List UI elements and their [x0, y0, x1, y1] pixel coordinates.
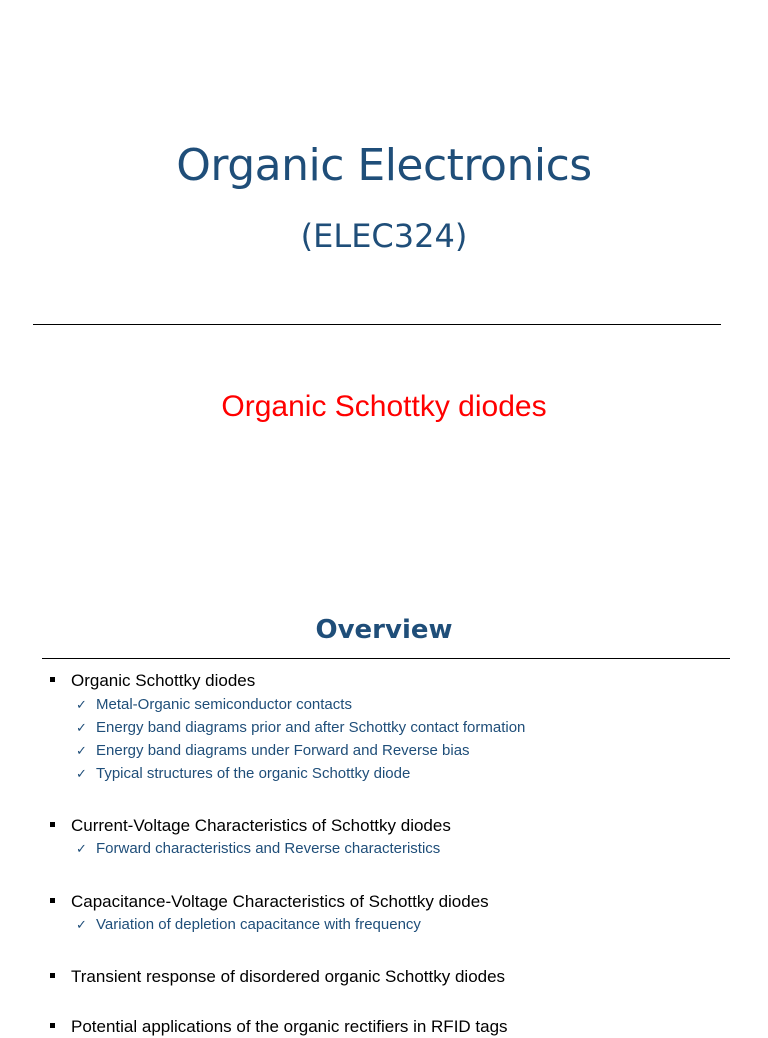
sub-item-label: Forward characteristics and Reverse characteristics	[96, 840, 441, 857]
sub-item	[76, 839, 440, 860]
sub-item	[76, 741, 470, 762]
sub-item-label: Energy band diagrams under Forward and Reverse bias	[96, 742, 470, 759]
list-item-label: Potential applications of the organic rectifiers in RFID tags	[71, 1017, 508, 1036]
overview-heading: Overview	[315, 615, 453, 645]
list-item-label: Transient response of disordered organic Schottky diodes	[71, 967, 506, 986]
checkmark-icon: ✓	[76, 744, 87, 759]
list-item	[50, 891, 489, 913]
checkmark-icon: ✓	[76, 842, 87, 857]
list-item	[50, 1016, 508, 1038]
sub-item-label: Variation of depletion capacitance with frequency	[96, 916, 421, 933]
sub-item	[76, 915, 421, 936]
bullet-icon	[50, 973, 55, 978]
sub-item	[76, 764, 410, 785]
slide-subtitle: Organic Schottky diodes	[221, 390, 547, 423]
sub-item-label: Metal-Organic semiconductor contacts	[96, 696, 352, 713]
list-item	[50, 815, 451, 837]
checkmark-icon: ✓	[76, 918, 87, 933]
bullet-icon	[50, 677, 55, 682]
checkmark-icon: ✓	[76, 698, 87, 713]
course-code: (ELEC324)	[300, 217, 468, 255]
sub-item-label: Typical structures of the organic Schottky diode	[96, 765, 411, 782]
list-item-label: Capacitance-Voltage Characteristics of Schottky diodes	[71, 892, 489, 911]
sub-item-label: Energy band diagrams prior and after Schottky contact formation	[96, 719, 526, 736]
bullet-icon	[50, 822, 55, 827]
sub-item	[76, 718, 525, 739]
checkmark-icon: ✓	[76, 721, 87, 736]
list-item-label: Organic Schottky diodes	[71, 671, 256, 690]
sub-item	[76, 695, 352, 716]
list-item	[50, 966, 505, 988]
bullet-icon	[50, 898, 55, 903]
list-item	[50, 670, 255, 692]
slide-title: Organic Electronics	[176, 140, 592, 191]
checkmark-icon: ✓	[76, 767, 87, 782]
list-item-label: Current-Voltage Characteristics of Schottky diodes	[71, 816, 451, 835]
bullet-icon	[50, 1023, 55, 1028]
